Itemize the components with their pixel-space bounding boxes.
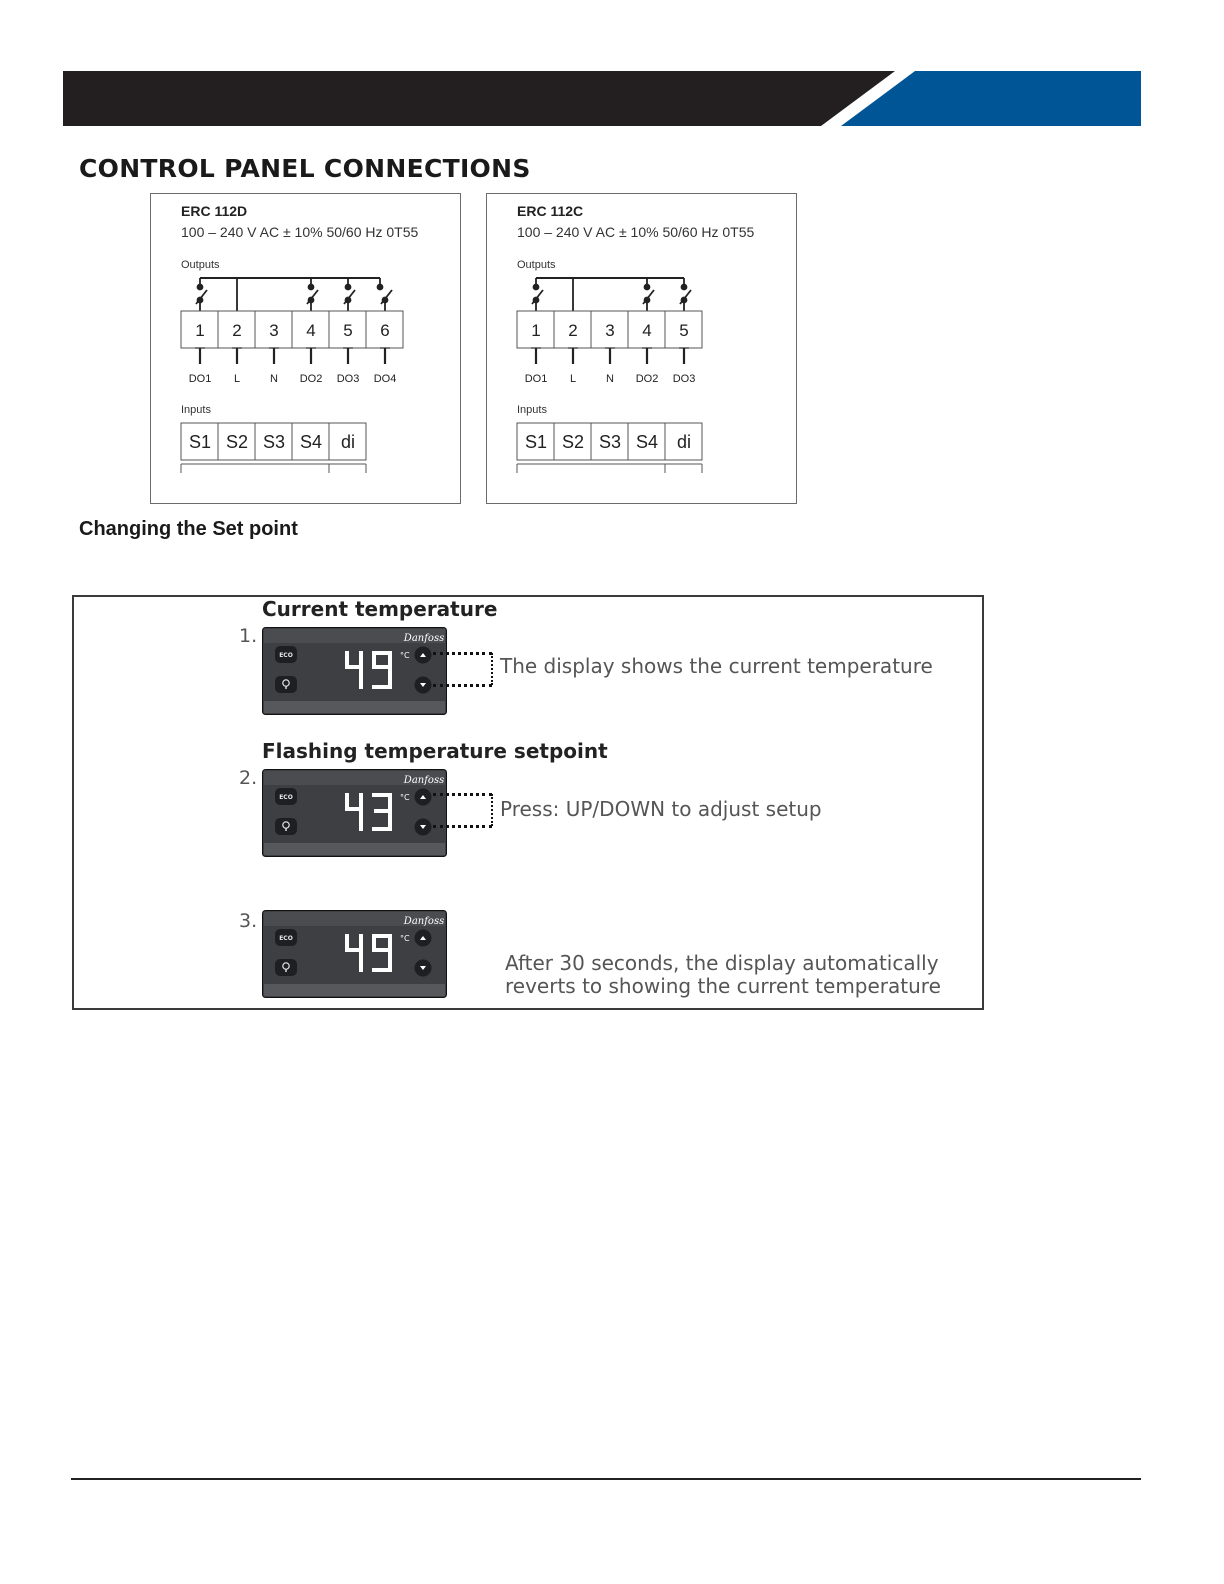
erc112c-terminal-label: DO3 (672, 373, 696, 385)
erc112c-terminal: 1 (531, 321, 541, 340)
erc112c-model: ERC 112C (517, 203, 584, 219)
step-1-title: Current temperature (262, 597, 498, 621)
step-3-number: 3. (239, 910, 258, 932)
leader-line (491, 653, 493, 685)
erc112d-terminal: 4 (306, 321, 316, 340)
step-3-note-line: After 30 seconds, the display automatically (505, 951, 939, 975)
step-2-title: Flashing temperature setpoint (262, 739, 608, 763)
step-1-note: The display shows the current temperature (500, 654, 933, 678)
leader-line (433, 652, 492, 655)
step-2-note: Press: UP/DOWN to adjust setup (500, 797, 822, 821)
erc112d-input: S1 (188, 432, 212, 452)
footer-rule (71, 1478, 1141, 1480)
erc112d-terminal-label: N (270, 373, 278, 385)
erc112c-wiring-diagram (486, 193, 797, 504)
erc112c-wiring-svg (487, 194, 798, 505)
step-3-note (505, 952, 941, 998)
unit-label: °C (400, 651, 410, 660)
erc112c-terminal-label: DO1 (524, 373, 548, 385)
step-2-number: 2. (239, 767, 258, 789)
erc112c-input: S2 (561, 432, 585, 452)
unit-label: °C (400, 793, 410, 802)
erc112c-terminal: 2 (568, 321, 578, 340)
step-3-note-line: reverts to showing the current temperature (505, 974, 941, 998)
leader-line (491, 794, 493, 826)
erc112d-input: S2 (225, 432, 249, 452)
erc112d-terminal: 2 (232, 321, 242, 340)
erc112d-model: ERC 112D (181, 203, 248, 219)
erc112c-terminal-label: L (569, 373, 577, 385)
controller-display (262, 627, 447, 715)
brand-logo: Danfoss (403, 916, 445, 927)
erc112d-terminal-label: DO2 (299, 373, 323, 385)
erc112c-inputs-label: Inputs (517, 404, 547, 416)
erc112d-terminal: 3 (269, 321, 279, 340)
controller-display (262, 769, 447, 857)
controller-display (262, 910, 447, 998)
sub-heading: Changing the Set point (79, 518, 298, 540)
erc112c-spec: 100 – 240 V AC ± 10% 50/60 Hz 0T55 (517, 224, 755, 240)
erc112d-inputs-label: Inputs (181, 404, 211, 416)
erc112d-wiring-diagram (150, 193, 461, 504)
erc112d-input: S4 (299, 432, 323, 452)
erc112c-input: di (676, 432, 692, 452)
erc112c-terminal-label: DO2 (635, 373, 659, 385)
erc112d-terminal-label: DO3 (336, 373, 360, 385)
erc112c-terminal-label: N (606, 373, 614, 385)
erc112c-input: S1 (524, 432, 548, 452)
erc112d-terminal-label: DO4 (373, 373, 397, 385)
erc112d-outputs-label: Outputs (181, 259, 220, 271)
erc112c-input: S4 (635, 432, 659, 452)
erc112d-terminal: 5 (343, 321, 353, 340)
erc112c-terminal: 3 (605, 321, 615, 340)
erc112d-terminal: 1 (195, 321, 205, 340)
erc112d-terminal-label: L (233, 373, 241, 385)
erc112c-terminal: 5 (679, 321, 689, 340)
eco-label: ECO (279, 794, 293, 801)
erc112d-wiring-svg (151, 194, 462, 505)
erc112d-terminal: 6 (380, 321, 390, 340)
eco-label: ECO (279, 652, 293, 659)
unit-label: °C (400, 934, 410, 943)
erc112d-input: di (340, 432, 356, 452)
erc112c-input: S3 (598, 432, 622, 452)
erc112c-outputs-label: Outputs (517, 259, 556, 271)
header-bar (63, 71, 1141, 126)
erc112d-spec: 100 – 240 V AC ± 10% 50/60 Hz 0T55 (181, 224, 419, 240)
step-1-number: 1. (239, 625, 258, 647)
leader-line (433, 684, 492, 687)
leader-line (433, 825, 492, 828)
erc112d-terminal-label: DO1 (188, 373, 212, 385)
section-title: CONTROL PANEL CONNECTIONS (79, 154, 531, 183)
erc112d-input: S3 (262, 432, 286, 452)
brand-logo: Danfoss (403, 775, 445, 786)
brand-logo: Danfoss (403, 633, 445, 644)
erc112c-terminal: 4 (642, 321, 652, 340)
eco-label: ECO (279, 935, 293, 942)
leader-line (433, 793, 492, 796)
